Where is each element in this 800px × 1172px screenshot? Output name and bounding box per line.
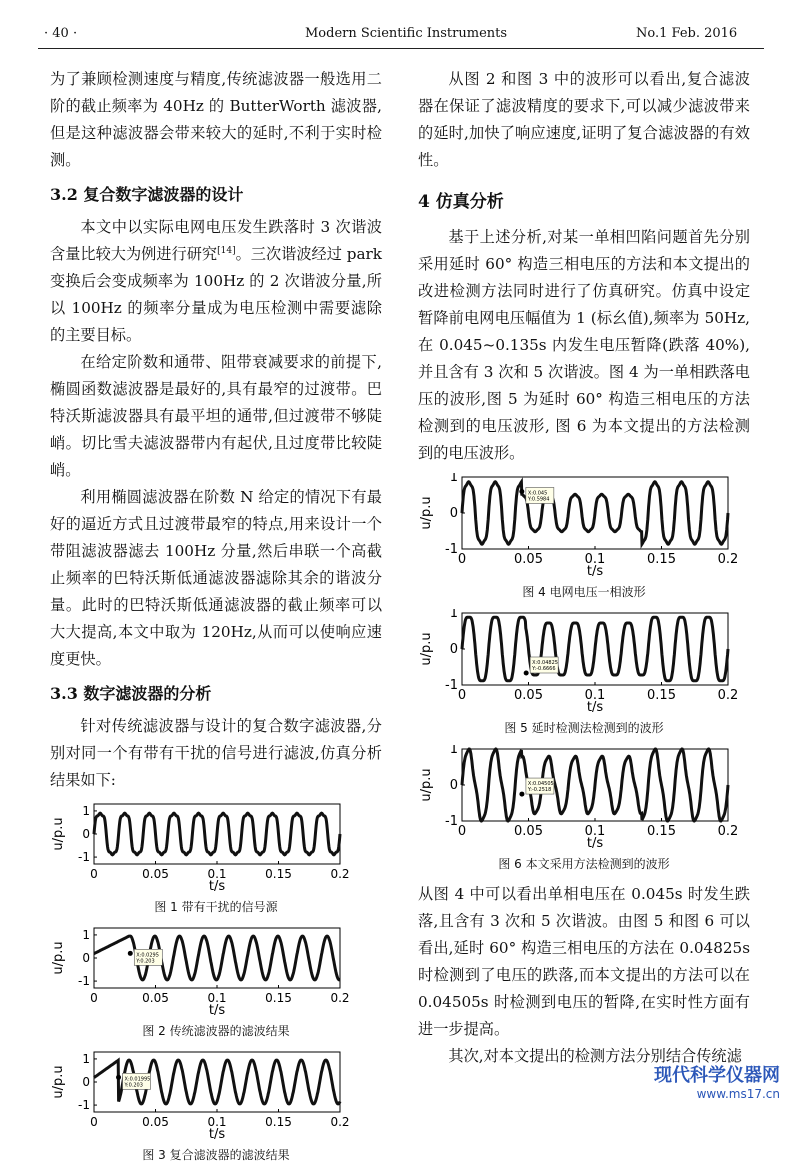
section-heading-3-3: 3.3 数字滤波器的分析 [50,684,212,703]
datatip-y: Y:0.5984 [527,496,550,503]
y-tick-label: 0 [449,642,458,657]
paragraph: 从图 2 和图 3 中的波形可以看出,复合滤波器在保证了滤波精度的要求下,可以减少滤波带来的延时,加快了响应速度,证明了复合滤波器的有效性。 [418,70,750,169]
figure-4-plot [418,473,738,577]
datatip-marker [519,489,524,494]
y-tick-label: 1 [449,745,458,757]
right-column [418,66,750,1070]
y-axis-label: u/p.u [419,768,434,802]
y-tick-label: 0 [82,1075,90,1089]
figure-5-caption: 图 5 延时检测法检测到的波形 [504,721,664,735]
y-tick-label: 1 [449,473,458,485]
datatip-marker [524,670,529,675]
figure-3 [50,1048,382,1144]
datatip-marker [519,792,524,797]
page-number: · 40 · [44,26,78,41]
citation: [14] [217,245,236,256]
datatip-x: X:0.04825 [532,659,558,666]
watermark [654,1061,780,1101]
running-header [0,26,800,48]
fig1-series-line [94,813,340,855]
y-tick-label: -1 [78,1098,90,1113]
figure-3-plot [50,1048,350,1140]
paragraph: 为了兼顾检测速度与精度,传统滤波器一般选用二阶的截止频率为 40Hz 的 ButterWorth 滤波器,但是这种滤波器会带来较大的延时,不利于实时检测。 [50,70,382,169]
datatip-x: X:0.045 [527,490,548,497]
y-tick-label: -1 [445,678,458,693]
x-tick-label: 0.15 [265,867,292,881]
datatip-y: Y:-0.6666 [532,665,556,672]
y-tick-label: 0 [449,506,458,521]
paragraph: 针对传统滤波器与设计的复合数字滤波器,分别对同一个有带有干扰的信号进行滤波,仿真分析结果如下: [50,717,382,789]
y-tick-label: 1 [82,803,90,818]
section-heading-4: 4 仿真分析 [418,192,504,212]
x-tick-label: 0.1 [207,867,227,881]
datatip-x: X:0.04505 [527,781,554,788]
x-tick-label: 0 [90,1115,98,1129]
x-tick-label: 0.2 [717,688,738,703]
y-tick-label: -1 [445,814,458,829]
figure-1 [50,800,382,896]
paragraph: 本文中以实际电网电压发生跌落时 3 次谐波含量比较大为例进行研究[14]。三次谐波经过 park 变换后会变成频率为 100Hz 的 2 次谐波分量,所以 100Hz 的频率分量成为电压检测中需要滤除的主要目标。 [50,218,383,344]
x-axis-label: t/s [208,879,226,892]
datatip-y: Y:0.203 [136,958,155,965]
x-tick-label: 0.2 [717,552,738,567]
figure-2-plot [50,924,350,1016]
watermark-url: www.ms17.cn [696,1087,780,1101]
section-heading-3-2: 3.2 复合数字滤波器的设计 [50,185,244,204]
figure-2 [50,924,382,1020]
paragraph: 其次,对本文提出的检测方法分别结合传统滤 [448,1047,742,1065]
datatip-marker [116,1075,121,1080]
left-column [50,66,382,1172]
y-axis-label: u/p.u [51,1065,66,1099]
x-tick-label: 0.15 [647,688,676,703]
x-tick-label: 0.15 [647,824,676,839]
x-tick-label: 0.1 [584,552,606,567]
x-tick-label: 0.1 [584,824,606,839]
x-tick-label: 0.05 [142,1115,169,1129]
journal-name: Modern Scientific Instruments [305,26,508,41]
paragraph: 从图 4 中可以看出单相电压在 0.045s 时发生跌落,且含有 3 次和 5 次谐波。由图 5 和图 6 可以看出,延时 60° 构造三相电压的方法在 0.04825s 时检测到了电压的跌落,而本文提出的方法可以在 0.04505s 时检测到电压的暂降,在实时性方面有进一步提高。 [418,885,750,1038]
figure-5-plot [418,609,738,713]
figure-6-caption: 图 6 本文采用方法检测到的波形 [498,857,670,871]
datatip-marker [128,951,133,956]
y-tick-label: -1 [78,850,90,865]
x-tick-label: 0.05 [514,688,543,703]
y-axis-label: u/p.u [51,941,66,975]
x-axis-label: t/s [586,700,604,713]
datatip-y: Y:-0.2518 [527,787,552,794]
issue-info: No.1 Feb. 2016 [636,26,738,41]
y-tick-label: 1 [449,609,458,621]
figure-6-plot [418,745,738,849]
x-axis-label: t/s [586,836,604,849]
fig2-series-line [94,936,340,980]
y-tick-label: -1 [78,974,90,989]
y-tick-label: 0 [82,827,90,841]
x-tick-label: 0 [90,991,98,1005]
x-tick-label: 0 [457,824,467,839]
figure-1-caption: 图 1 带有干扰的信号源 [154,900,278,914]
x-tick-label: 0.05 [514,824,543,839]
y-tick-label: 1 [82,927,90,942]
y-tick-label: 0 [449,778,458,793]
x-tick-label: 0.05 [142,867,169,881]
paragraph: 基于上述分析,对某一单相凹陷问题首先分别采用延时 60° 构造三相电压的方法和本文提出的改进检测方法同时进行了仿真研究。仿真中设定暂降前电网电压幅值为 1 (标幺值),频率为 50Hz,在 0.045~0.135s 内发生电压暂降(跌落 40%),并且含有 3 次和 5 次谐波。图 4 为一单相跌落电压的波形,图 5 为延时 60° 构造三相电压的方法检测到的电压波形, 图 6 为本文提出的方法检测到的电压波形。 [418,228,750,462]
x-tick-label: 0.1 [584,688,606,703]
y-tick-label: 1 [82,1051,90,1066]
x-tick-label: 0.1 [207,1115,227,1129]
y-axis-label: u/p.u [51,817,66,851]
x-tick-label: 0 [90,867,98,881]
x-tick-label: 0.15 [647,552,676,567]
x-tick-label: 0.15 [265,991,292,1005]
datatip-y: Y:0.203 [124,1082,143,1089]
fig5-series-line [462,617,728,680]
datatip-x: X:0.0295 [136,952,159,959]
x-tick-label: 0.05 [514,552,543,567]
x-tick-label: 0.1 [207,991,227,1005]
fig4-series-line [462,482,728,544]
x-tick-label: 0.05 [142,991,169,1005]
fig6-series-line [462,749,728,821]
y-tick-label: 0 [82,951,90,965]
x-tick-label: 0.2 [717,824,738,839]
x-tick-label: 0 [457,688,467,703]
paragraph: 利用椭圆滤波器在阶数 N 给定的情况下有最好的逼近方式且过渡带最窄的特点,用来设计一个带阻滤波器滤去 100Hz 分量,然后串联一个高截止频率的巴特沃斯低通滤波器滤除其余的谐波分量。此时的巴特沃斯低通滤波器的截止频率可以大大提高,本文中取为 120Hz,从而可以使响应速度更快。 [50,488,382,668]
x-axis-label: t/s [208,1127,226,1140]
x-tick-label: 0.2 [330,867,350,881]
figure-3-caption: 图 3 复合滤波器的滤波结果 [142,1148,290,1162]
header-rule [38,48,764,49]
x-tick-label: 0 [457,552,467,567]
x-tick-label: 0.15 [265,1115,292,1129]
figure-4 [418,473,750,581]
figure-6 [418,745,750,853]
figure-1-plot [50,800,350,892]
paragraph: 在给定阶数和通带、阻带衰减要求的前提下,椭圆函数滤波器是最好的,具有最窄的过渡带。巴特沃斯滤波器具有最平坦的通带,但过渡带不够陡峭。切比雪夫滤波器带内有起伏,且过度带比较陡峭。 [50,353,382,479]
x-tick-label: 0.2 [330,1115,350,1129]
figure-5 [418,609,750,717]
x-axis-label: t/s [208,1003,226,1016]
y-tick-label: -1 [445,542,458,557]
datatip-x: X:0.01995 [124,1076,151,1083]
watermark-name: 现代科学仪器网 [654,1065,780,1086]
figure-4-caption: 图 4 电网电压一相波形 [522,585,646,599]
x-tick-label: 0.2 [330,991,350,1005]
figure-2-caption: 图 2 传统滤波器的滤波结果 [142,1024,290,1038]
y-axis-label: u/p.u [419,632,434,666]
y-axis-label: u/p.u [419,496,434,530]
x-axis-label: t/s [586,564,604,577]
